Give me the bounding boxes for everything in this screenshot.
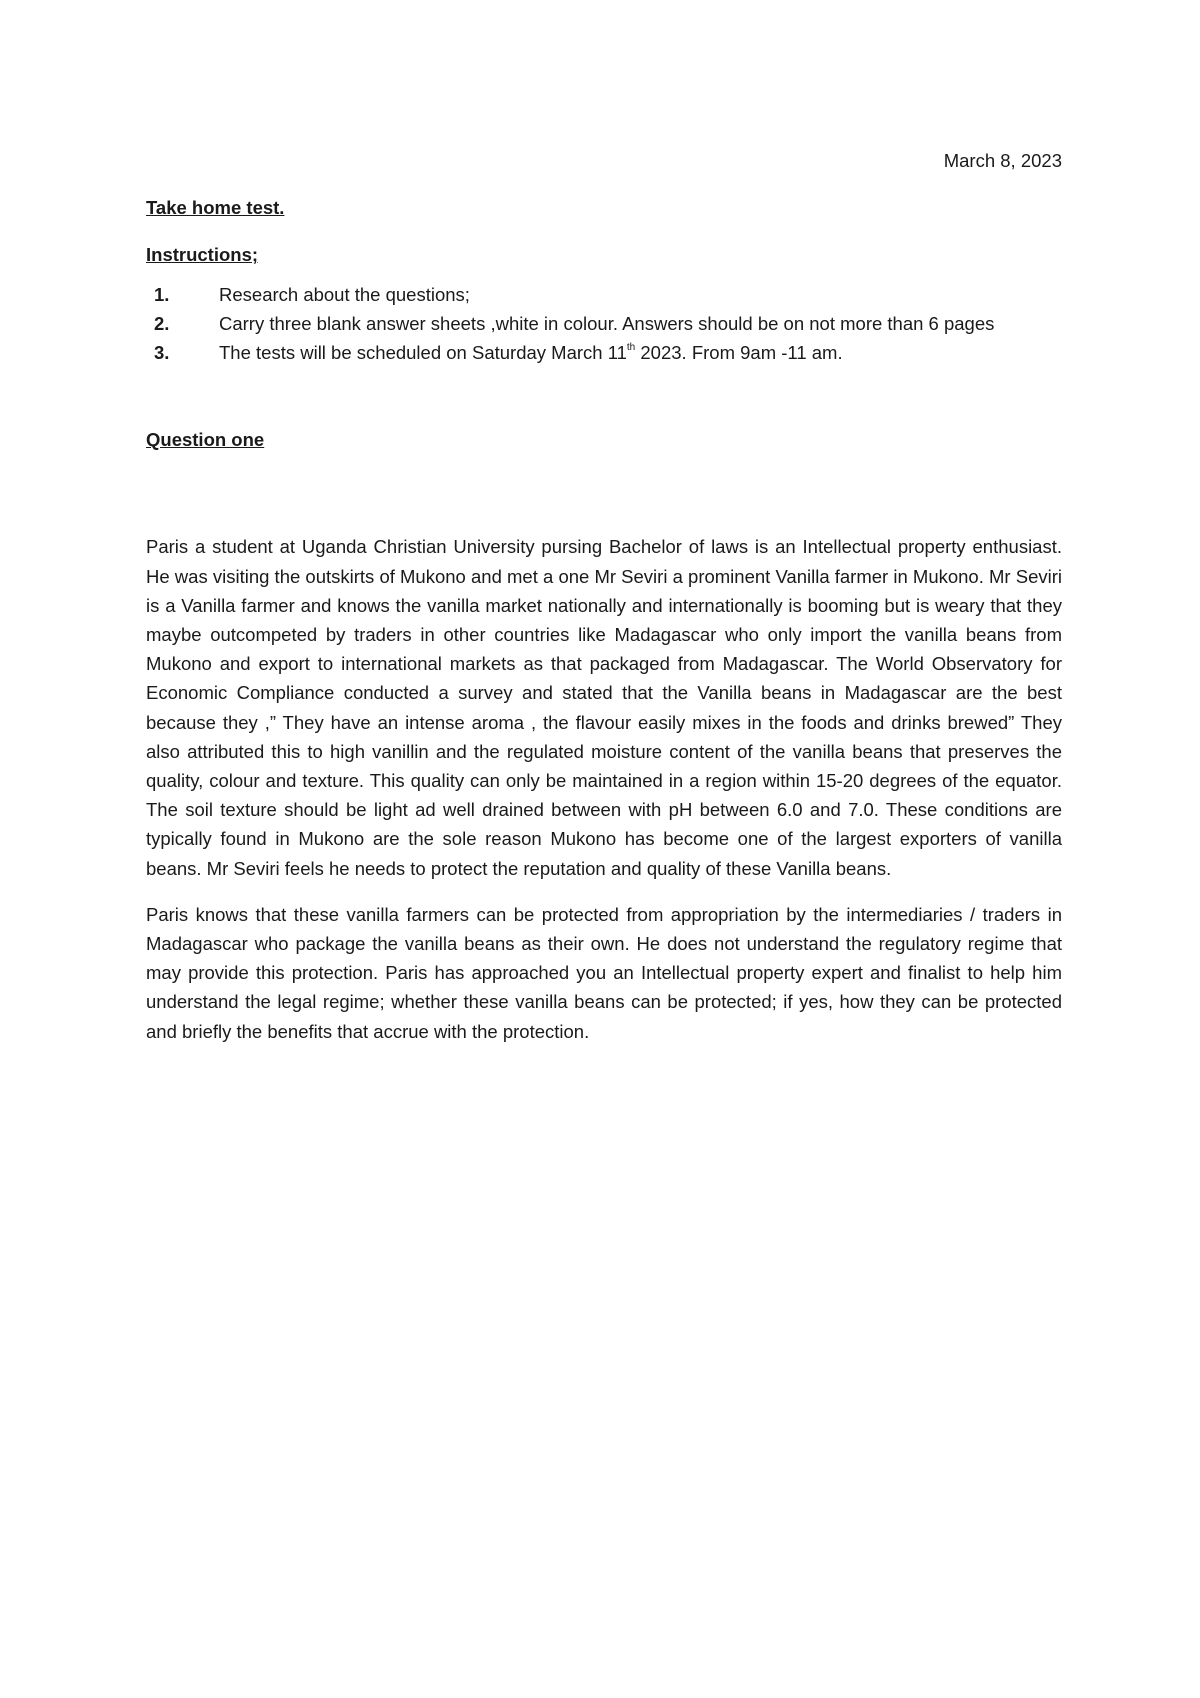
instruction-item [146, 309, 1062, 338]
document-date: March 8, 2023 [943, 150, 1062, 171]
instruction-item [146, 338, 1062, 367]
document-title: Take home test. [146, 197, 285, 219]
instruction-text: The tests will be scheduled on Saturday March 11 [219, 342, 627, 364]
question-paragraph: Paris knows that these vanilla farmers can be protected from appropriation by the intermediaries / traders in Madagascar who package the vanilla beans as their own. He does not understand the regulatory regime that may provide this protection. Paris has approached you an Intellectual property expert and finalist to help him understand the legal regime; whether these vanilla beans can be protected; if yes, how they can be protected and briefly the benefits that accrue with the protection. [146, 903, 1062, 1042]
instruction-number: 3. [154, 342, 170, 364]
instructions-heading: Instructions; [146, 244, 259, 266]
instruction-text: Carry three blank answer sheets ,white in colour. Answers should be on not more than 6 pages [219, 312, 995, 334]
instruction-text: Research about the questions; [219, 283, 470, 305]
question-paragraph: Paris a student at Uganda Christian University pursing Bachelor of laws is an Intellectual property enthusiast. He was visiting the outskirts of Mukono and met a one Mr Seviri a prominent Vanilla farmer in Mukono. Mr Seviri is a Vanilla farmer and knows the vanilla market nationally and internationally is booming but is weary that they maybe outcompeted by traders in other countries like Madagascar who only import the vanilla beans from Mukono and export to international markets as that packaged from Madagascar. The World Observatory for Economic Compliance conducted a survey and stated that the Vanilla beans in Madagascar are the best because they ,” They have an intense aroma , the flavour easily mixes in the foods and drinks brewed” They also attributed this to high vanillin and the regulated moisture content of the vanilla beans that preserves the quality, colour and texture. This quality can only be maintained in a region within 15-20 degrees of the equator. The soil texture should be light ad well drained between with pH between 6.0 and 7.0. These conditions are typically found in Mukono are the sole reason Mukono has become one of the largest exporters of vanilla beans. Mr Seviri feels he needs to protect the reputation and quality of these Vanilla beans. [146, 536, 1062, 879]
instructions-list [146, 280, 1062, 368]
instruction-text-continued: 2023. From 9am -11 am. [635, 342, 843, 364]
question-heading: Question one [146, 429, 265, 451]
instruction-item [146, 280, 1062, 309]
instruction-number: 2. [154, 312, 170, 334]
ordinal-superscript: th [626, 342, 636, 354]
instruction-number: 1. [154, 283, 170, 305]
document-content [146, 146, 1062, 1046]
